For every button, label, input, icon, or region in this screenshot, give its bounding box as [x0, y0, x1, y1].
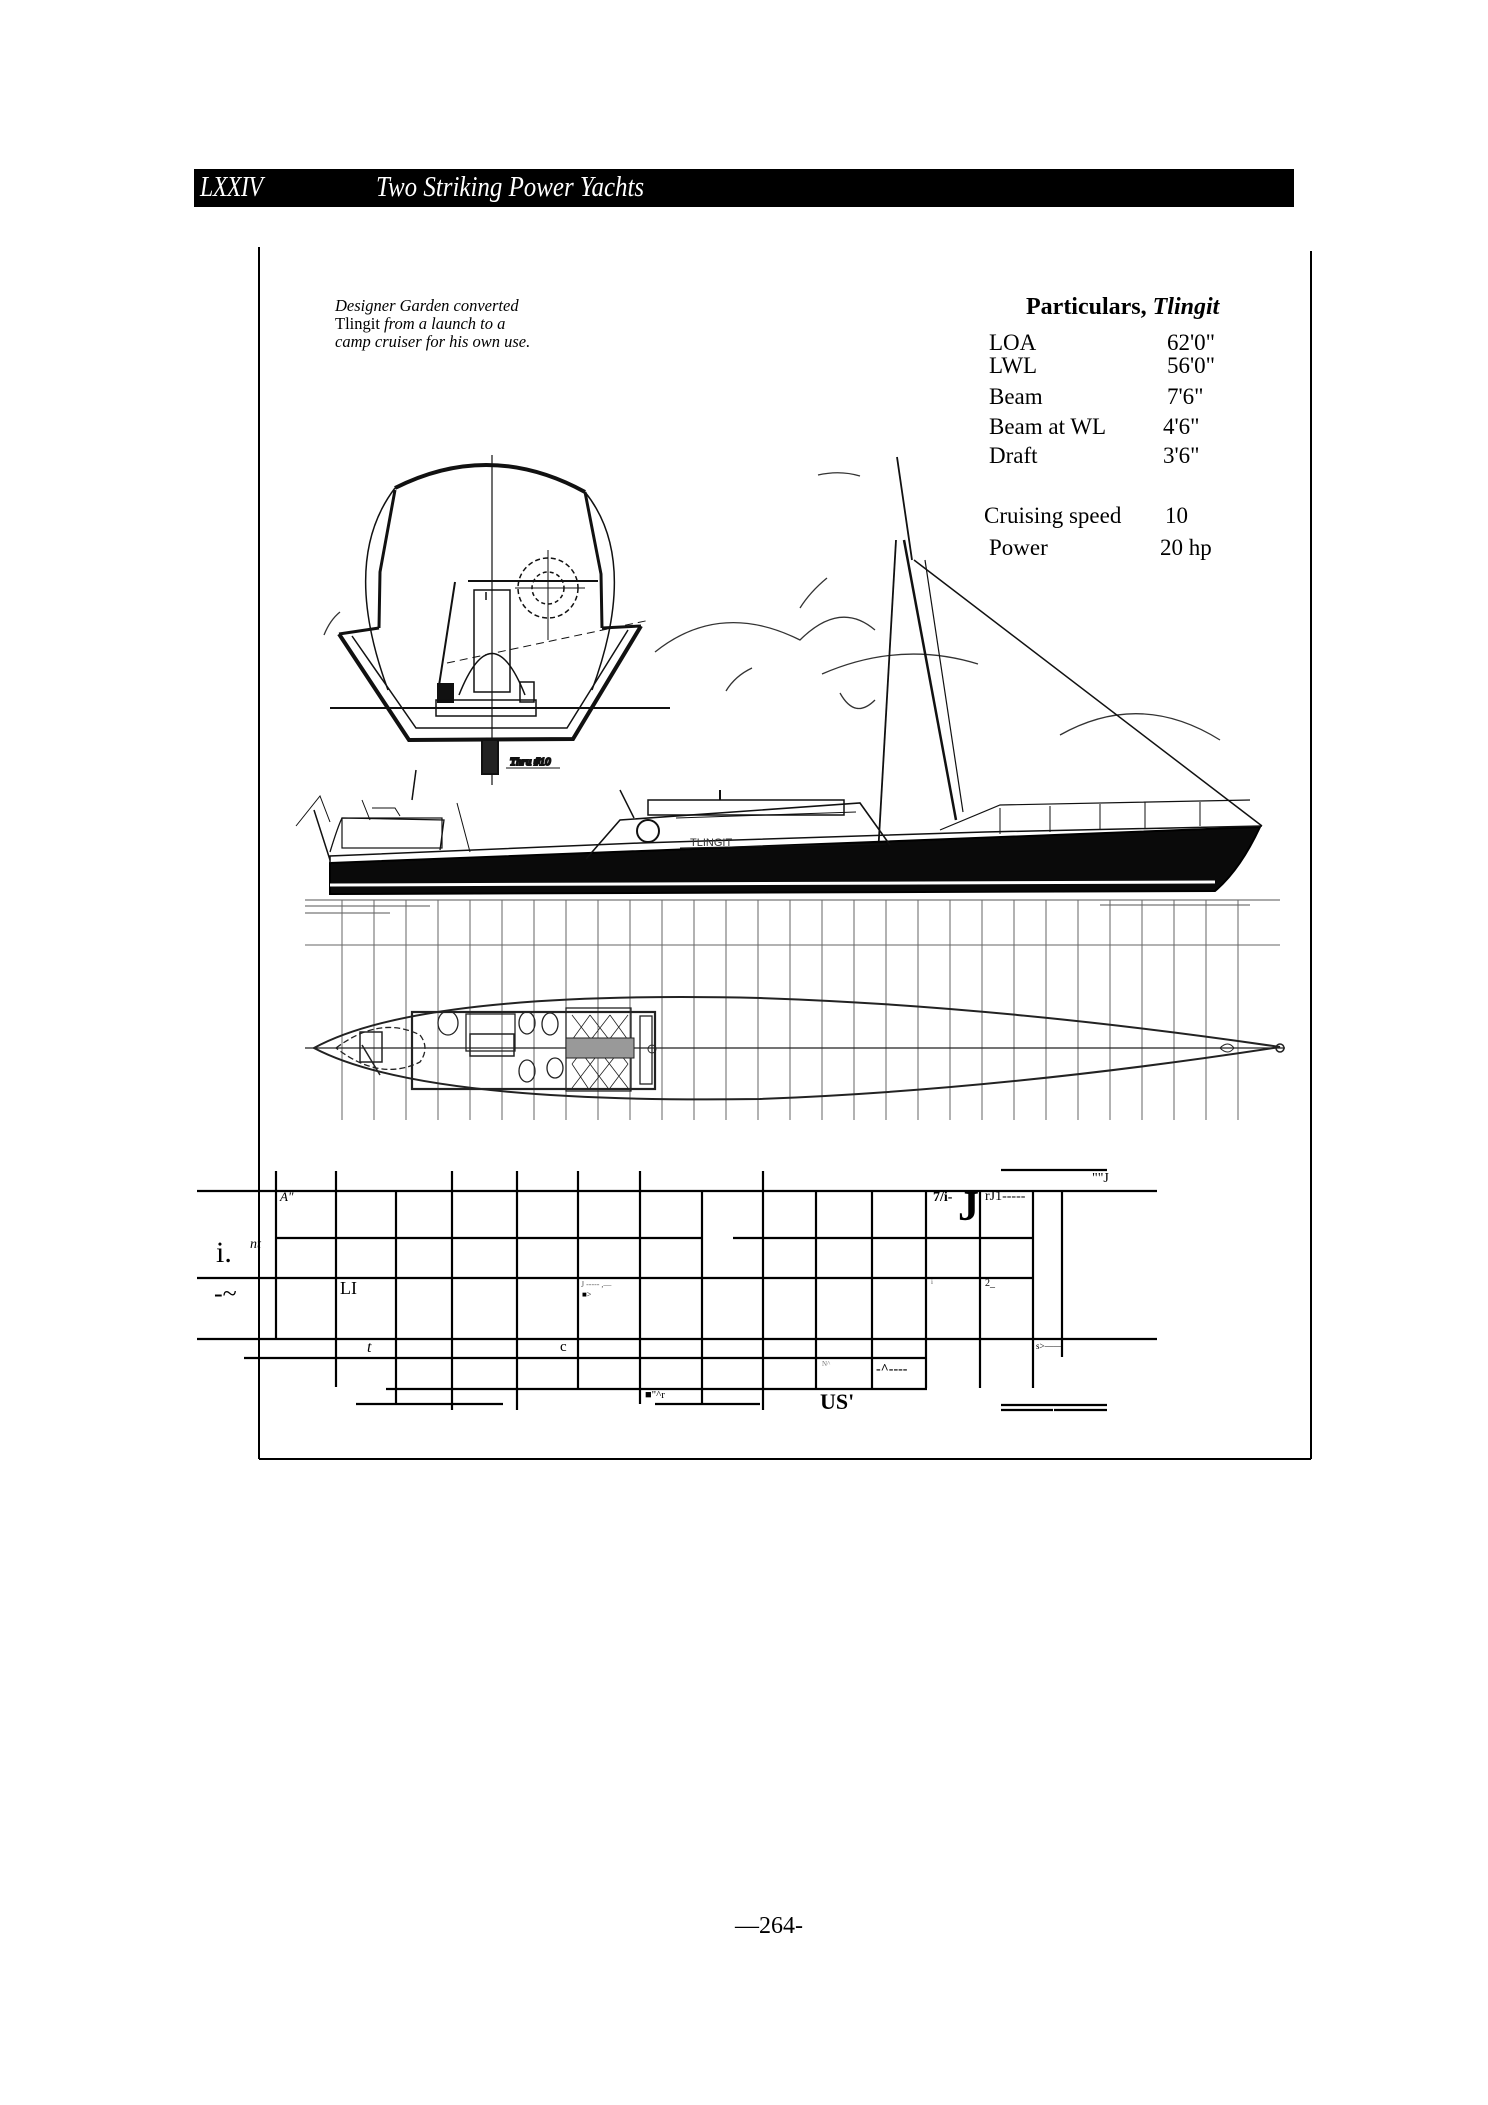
grid-glyph-quote-j: ""J: [1092, 1171, 1109, 1186]
spec-value-beam-at-wl: 4'6": [1163, 414, 1200, 439]
grid-glyph-j-dash: J ----- ,—: [581, 1280, 612, 1289]
spec-label-beam-at-wl: Beam at WL: [989, 414, 1107, 439]
grid-glyph-caret: -^----: [876, 1362, 908, 1377]
particulars-vessel-name: Tlingit: [1152, 294, 1220, 320]
spec-value-lwl: 56'0": [1167, 353, 1216, 378]
grid-glyph-s-arrow: s>——: [1036, 1341, 1063, 1351]
chapter-number: LXXIV: [200, 171, 263, 203]
grid-glyph-t: t: [367, 1339, 372, 1356]
spec-label-power: Power: [989, 535, 1048, 560]
spec-value-draft: 3'6": [1163, 443, 1200, 468]
grid-glyph-r: ■"^r: [645, 1389, 665, 1401]
grid-glyph-two: 2_: [985, 1278, 995, 1289]
figure-caption: [335, 297, 655, 351]
grid-glyph-nt: nt: [250, 1237, 261, 1252]
grid-glyph-c: c: [560, 1339, 567, 1355]
grid-glyph-tilde: -~: [214, 1279, 237, 1308]
spec-value-power: 20 hp: [1160, 535, 1212, 560]
grid-glyph-arrow: ■>: [582, 1290, 592, 1299]
grid-glyph-small-i: i: [931, 1278, 933, 1286]
spec-label-cruising-speed: Cruising speed: [984, 503, 1122, 528]
grid-glyph-seven: 7/i-: [933, 1190, 953, 1205]
profile-hull-drawing: [296, 770, 1262, 894]
spec-value-cruising-speed: 10: [1165, 503, 1188, 528]
grid-glyph-rj: rJ1-----: [985, 1189, 1026, 1204]
grid-glyph-big-j: J: [958, 1184, 979, 1230]
spec-label-beam: Beam: [989, 384, 1043, 409]
spec-value-loa: 62'0": [1167, 330, 1216, 355]
spec-label-draft: Draft: [989, 443, 1038, 468]
caption-line-3: camp cruiser for his own use.: [335, 332, 531, 351]
grid-glyph-i: i.: [216, 1236, 232, 1269]
section-label: Thru #10: [510, 756, 551, 768]
caption-line-2: from a launch to a: [379, 314, 506, 333]
spec-label-loa: LOA: [989, 330, 1037, 355]
grid-glyph-a: A": [280, 1189, 294, 1204]
midship-section-drawing: [330, 455, 670, 785]
hull-name-label: TLINGIT: [690, 837, 733, 849]
particulars-title: Particulars, Tlingit: [1026, 294, 1220, 320]
grid-glyph-n-mark: N^: [822, 1360, 831, 1368]
caption-vessel-name: Tlingit: [335, 314, 380, 333]
plan-view-drawing: [305, 997, 1285, 1099]
waterline-reflection: [305, 900, 1280, 913]
grid-glyph-li: LI: [340, 1278, 357, 1298]
caption-line-1: Designer Garden converted: [335, 296, 519, 315]
spec-value-beam: 7'6": [1167, 384, 1204, 409]
page-number: —264-: [735, 1913, 803, 1939]
spec-label-lwl: LWL: [989, 353, 1038, 378]
chapter-title: Two Striking Power Yachts: [376, 171, 645, 203]
grid-glyph-us: US': [820, 1389, 855, 1414]
